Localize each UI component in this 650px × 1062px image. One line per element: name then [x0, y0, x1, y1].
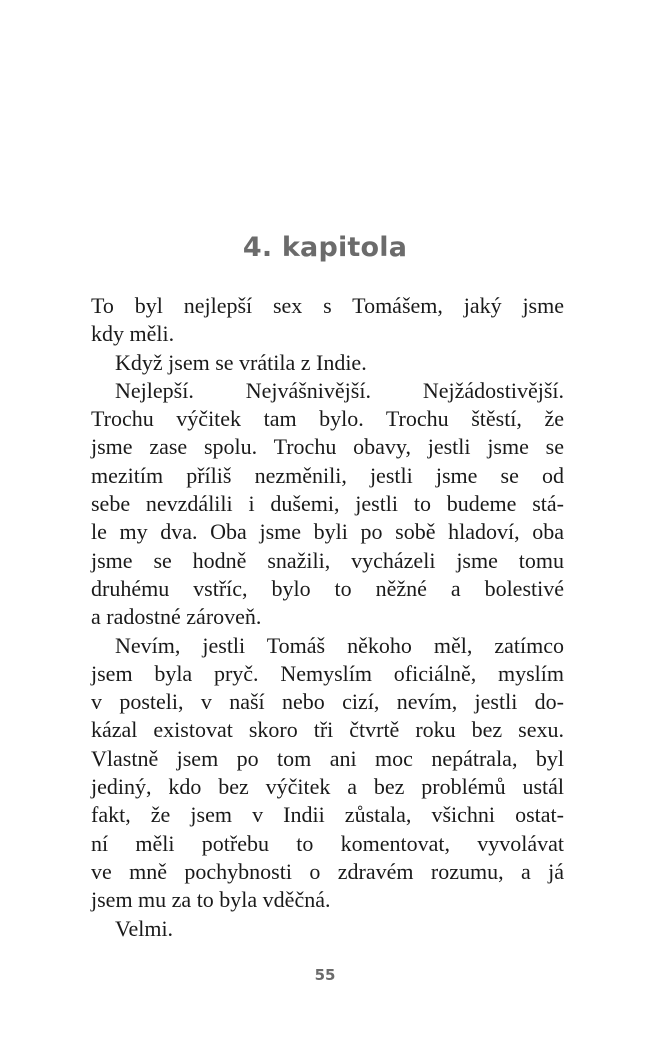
text-line: ve mně pochybnosti o zdravém rozumu, a já	[91, 858, 564, 884]
text-line: druhému vstříc, bylo to něžné a bolestivé	[91, 575, 564, 601]
text-line: Velmi.	[115, 915, 174, 941]
text-line: ní měli potřebu to komentovat, vyvolávat	[91, 830, 564, 856]
text-line: Když jsem se vrátila z Indie.	[115, 349, 367, 375]
text-line: v posteli, v naší nebo cizí, nevím, jestli do-	[91, 689, 564, 715]
chapter-body	[91, 292, 564, 943]
text-line: fakt, že jsem v Indii zůstala, všichni ostat-	[91, 802, 564, 828]
text-line: Nejlepší. Nejvášnivější. Nejžádostivější.	[115, 377, 564, 403]
text-line: Trochu výčitek tam bylo. Trochu štěstí, že	[91, 406, 564, 432]
text-line: Nevím, jestli Tomáš někoho měl, zatímco	[115, 632, 564, 658]
chapter-title: 4. kapitola	[242, 232, 408, 263]
page-number: 55	[314, 966, 336, 984]
text-line: To byl nejlepší sex s Tomášem, jaký jsme	[91, 293, 564, 318]
text-line: jsem mu za to byla vděčná.	[91, 887, 331, 913]
text-line: jsme se hodně snažili, vycházeli jsme tomu	[91, 547, 564, 573]
text-line: sebe nevzdálili i dušemi, jestli to budeme stá-	[91, 491, 564, 517]
text-line: a radostné zároveň.	[91, 604, 262, 630]
text-line: jsme zase spolu. Trochu obavy, jestli jsme se	[91, 434, 564, 460]
text-line: Vlastně jsem po tom ani moc nepátrala, byl	[91, 745, 564, 771]
text-line: kdy měli.	[91, 321, 175, 347]
text-line: jediný, kdo bez výčitek a bez problémů ustál	[91, 774, 564, 800]
text-line: mezitím příliš nezměnili, jestli jsme se od	[91, 462, 564, 488]
text-line: le my dva. Oba jsme byli po sobě hladoví, oba	[91, 519, 564, 545]
text-line: jsem byla pryč. Nemyslím oficiálně, myslím	[91, 660, 564, 686]
text-line: kázal existovat skoro tři čtvrtě roku bez sexu.	[91, 717, 564, 743]
